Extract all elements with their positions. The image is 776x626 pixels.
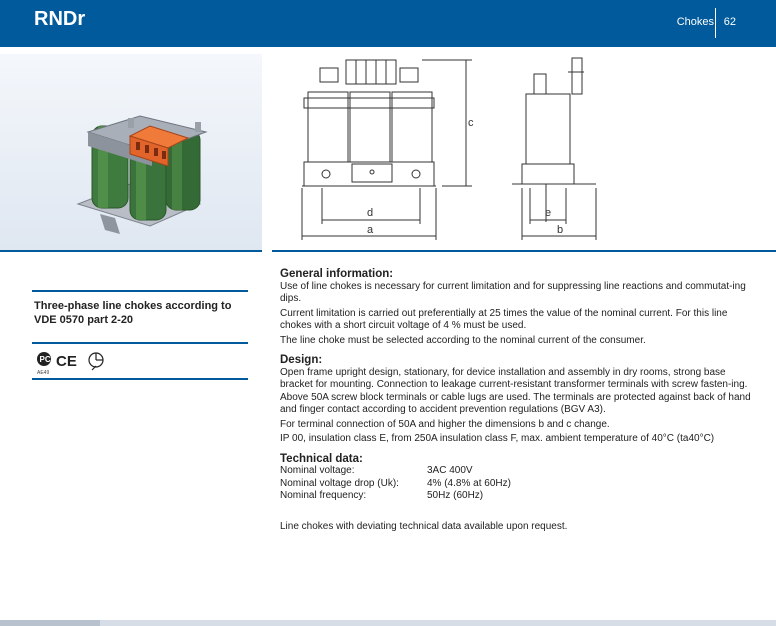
footer-bar <box>0 620 776 626</box>
dim-label-a: a <box>367 224 374 236</box>
page-title: RNDr <box>34 8 86 30</box>
general-paragraph-3: The line choke must be selected according to the nominal current of the consumer. <box>280 334 646 346</box>
dim-label-e: e <box>545 207 552 219</box>
gost-r-mark-icon <box>37 352 51 376</box>
tech-label: Nominal frequency: <box>280 490 367 501</box>
sidebar-rule-middle <box>32 342 248 344</box>
tech-value: 50Hz (60Hz) <box>427 490 484 501</box>
design-paragraph-2: For terminal connection of 50A and higher the dimensions b and c change. <box>280 418 610 430</box>
short-circuit-proof-icon <box>89 353 103 370</box>
request-note: Line chokes with deviating technical data available upon request. <box>280 520 568 532</box>
svg-text:PC: PC <box>39 355 51 364</box>
design-paragraph-3: IP 00, insulation class E, from 250A insulation class F, max. ambient temperature of 40°C (ta40°C) <box>280 433 715 444</box>
tech-label: Nominal voltage: <box>280 465 355 476</box>
page-header <box>0 0 776 47</box>
sidebar-rule-bottom <box>32 378 248 380</box>
tech-row <box>280 478 760 491</box>
certification-marks <box>34 350 154 376</box>
svg-text:CE: CE <box>56 353 77 370</box>
tech-row <box>280 465 760 478</box>
dim-label-b: b <box>557 224 564 236</box>
dim-label-c: c <box>468 117 474 129</box>
footer-bar-accent <box>0 620 100 626</box>
design-heading: Design: <box>280 354 323 366</box>
technical-heading: Technical data: <box>280 452 363 465</box>
product-description: Three-phase line chokes according to VDE 0570 part 2-20 <box>34 300 232 326</box>
main-content <box>280 268 760 535</box>
dim-label-d: d <box>367 207 374 219</box>
general-heading: General information: <box>280 268 394 280</box>
sidebar-rule-top <box>32 290 248 292</box>
tech-row <box>280 490 760 503</box>
ce-mark-icon <box>56 353 77 370</box>
dimension-drawing <box>272 54 776 252</box>
page-number: 62 <box>723 16 736 28</box>
tech-value: 4% (4.8% at 60Hz) <box>427 477 511 489</box>
header-separator <box>715 8 716 38</box>
design-paragraph-1: Open frame upright design, stationary, for device installation and assembly in dry rooms, strong base bracket for mounting. Connection to leakage current-resistant transformer terminals with screw fasten-ing. Above 50A screw block terminals or cable lugs are used. The terminals are protected against back of hand and finger contact according to accident prevention regulations (BGV A3). <box>280 366 751 415</box>
tech-label: Nominal voltage drop (Uk): <box>280 477 399 489</box>
technical-drawing <box>272 54 776 250</box>
general-paragraph-2: Current limitation is carried out preferentially at 25 times the value of the nominal current. For this line chokes with a short circuit voltage of 4 % must be used. <box>280 307 728 331</box>
tech-value: 3AC 400V <box>427 465 473 476</box>
cert-code: AE49 <box>37 370 50 376</box>
product-photo <box>0 54 262 252</box>
section-label: Chokes <box>676 16 714 28</box>
general-paragraph-1: Use of line chokes is necessary for current limitation and for suppressing line reactions and commutat-ing dips. <box>280 280 746 304</box>
choke-illustration <box>0 54 262 250</box>
